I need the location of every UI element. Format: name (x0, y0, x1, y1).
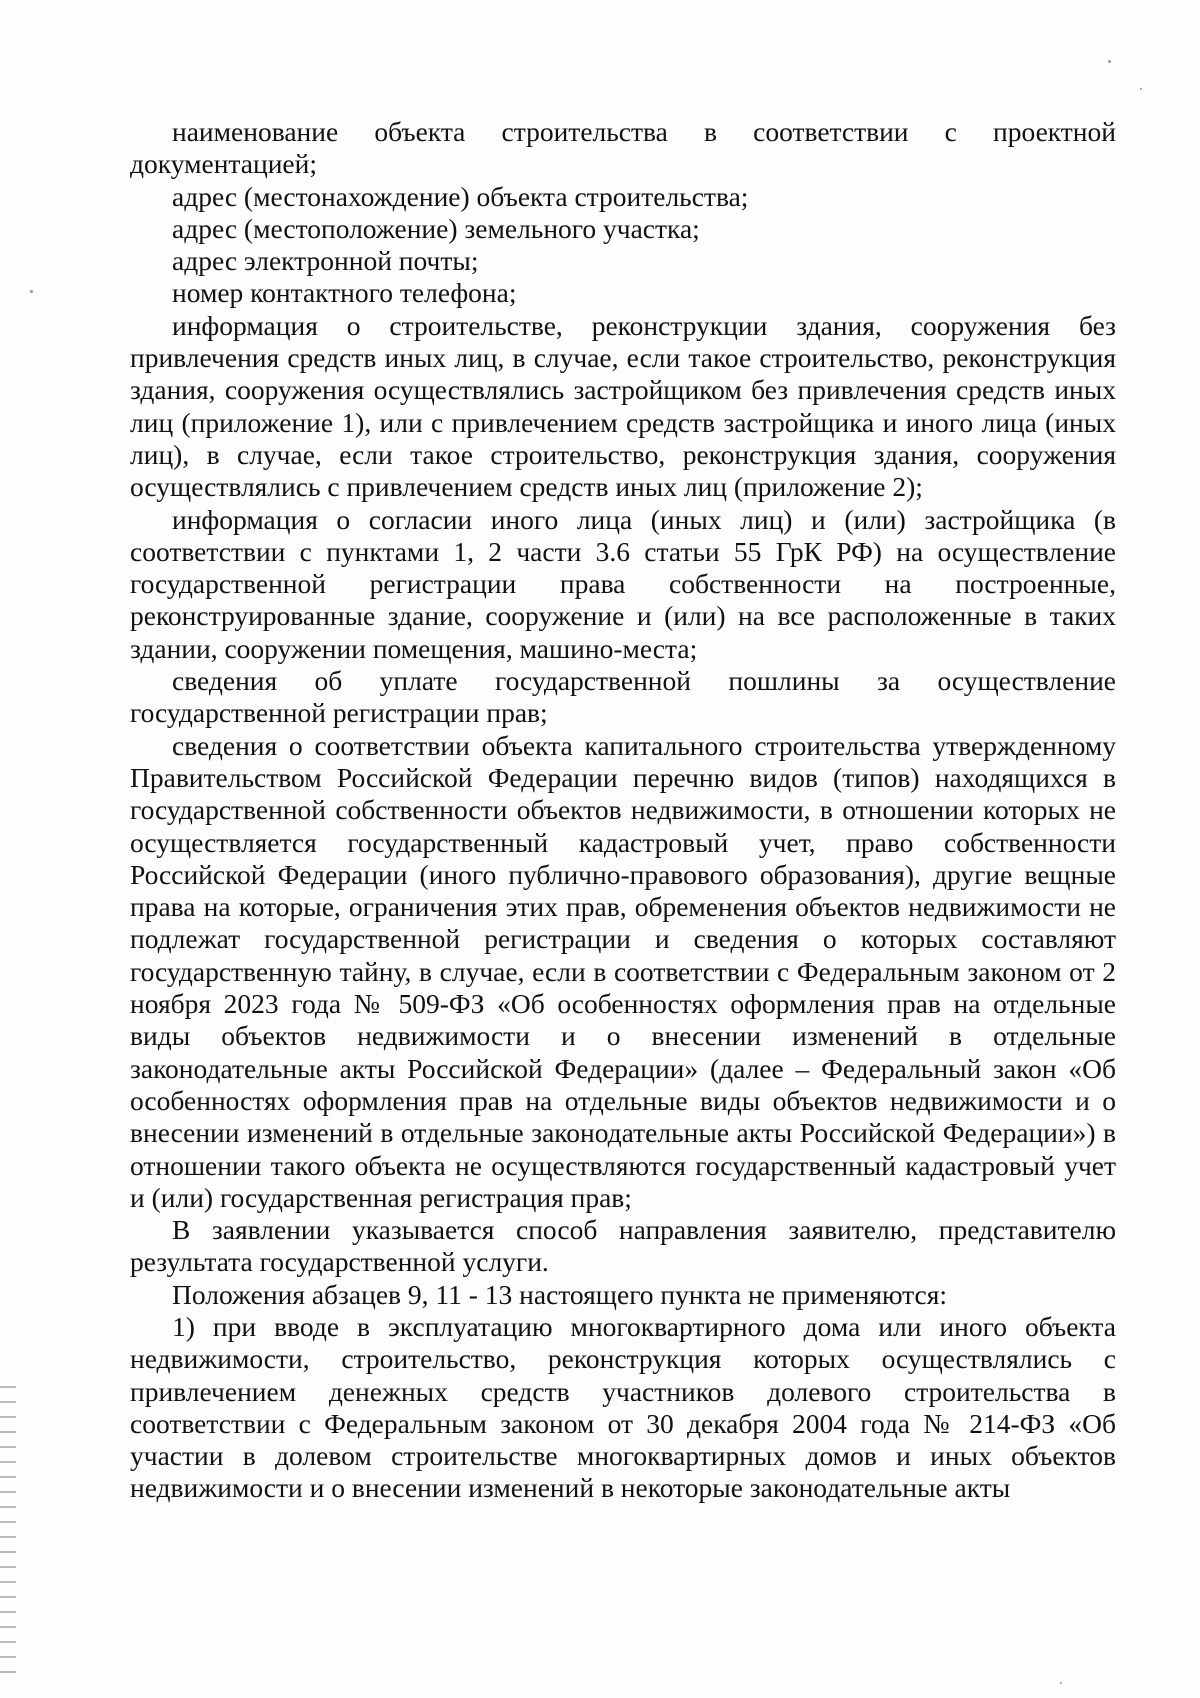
paragraph-object-address: адрес (местонахождение) объекта строительства; (172, 180, 749, 212)
scan-speck (1140, 88, 1142, 90)
paragraph-object-name: наименование объекта строительства в соответствии с проектной документацией; (130, 116, 1116, 180)
paragraph-land-address: адрес (местоположение) земельного участка; (172, 212, 700, 244)
paragraph-construction-info: информация о строительстве, реконструкции здания, сооружения без привлечения средств иных лиц, в случае, если такое строительство, реконструкция здания, сооружения осуществлялись застройщиком без привлечения средств иных лиц (приложение 1), или с привлечением средств застройщика и иного лица (иных лиц), в случае, если такое строительство, реконструкция здания, сооружения осуществлялись с привлечением средств иных лиц (приложение 2); (130, 309, 1116, 503)
paragraph-compliance-info: сведения о соответствии объекта капитального строительства утвержденному Правительством Российской Федерации перечню видов (типов) находящихся в государственной собственности объектов недвижимости, в отношении которых не осуществляется государственный кадастровый учет, право собственности Российской Федерации (иного публично-правового образования), другие вещные права на которые, ограничения этих прав, обременения объектов недвижимости не подлежат государственной регистрации и сведения о которых составляют государственную тайну, в случае, если в соответствии с Федеральным законом от 2 ноября 2023 года № 509-ФЗ «Об особенностях оформления прав на отдельные виды объектов недвижимости и о внесении изменений в отдельные законодательные акты Российской Федерации» (далее – Федеральный закон «Об особенностях оформления прав на отдельные виды объектов недвижимости и о внесении изменений в отдельные законодательные акты Российской Федерации») в отношении такого объекта не осуществляются государственный кадастровый учет и (или) государственная регистрация прав; (130, 729, 1116, 1213)
paragraph-exception-1: 1) при вводе в эксплуатацию многоквартирного дома или иного объекта недвижимости, строительство, реконструкция которых осуществлялись с привлечением денежных средств участников долевого строительства в соответствии с Федеральным законом от 30 декабря 2004 года № 214-ФЗ «Об участии в долевом строительстве многоквартирных домов и иных объектов недвижимости и о внесении изменений в некоторые законодательные акты (130, 1310, 1116, 1504)
document-body (130, 116, 1116, 1505)
paragraph-fee-info: сведения об уплате государственной пошлины за осуществление государственной регистрации прав; (130, 665, 1116, 729)
scan-edge-marks (0, 1380, 16, 1680)
scan-speck (1060, 1682, 1062, 1684)
scan-speck (1108, 60, 1111, 63)
paragraph-consent-info: информация о согласии иного лица (иных лиц) и (или) застройщика (в соответствии с пунктами 1, 2 части 3.6 статьи 55 ГрК РФ) на осуществление государственной регистрации права собственности на построенные, реконструированные здание, сооружение и (или) на все расположенные в таких здании, сооружении помещения, машино-места; (130, 503, 1116, 664)
paragraph-exceptions: Положения абзацев 9, 11 - 13 настоящего пункта не применяются: (172, 1278, 948, 1310)
paragraph-delivery-method: В заявлении указывается способ направления заявителю, представителю результата государственной услуги. (130, 1214, 1116, 1278)
paragraph-email: адрес электронной почты; (172, 245, 479, 277)
scan-speck (30, 290, 33, 293)
paragraph-phone: номер контактного телефона; (172, 277, 517, 309)
